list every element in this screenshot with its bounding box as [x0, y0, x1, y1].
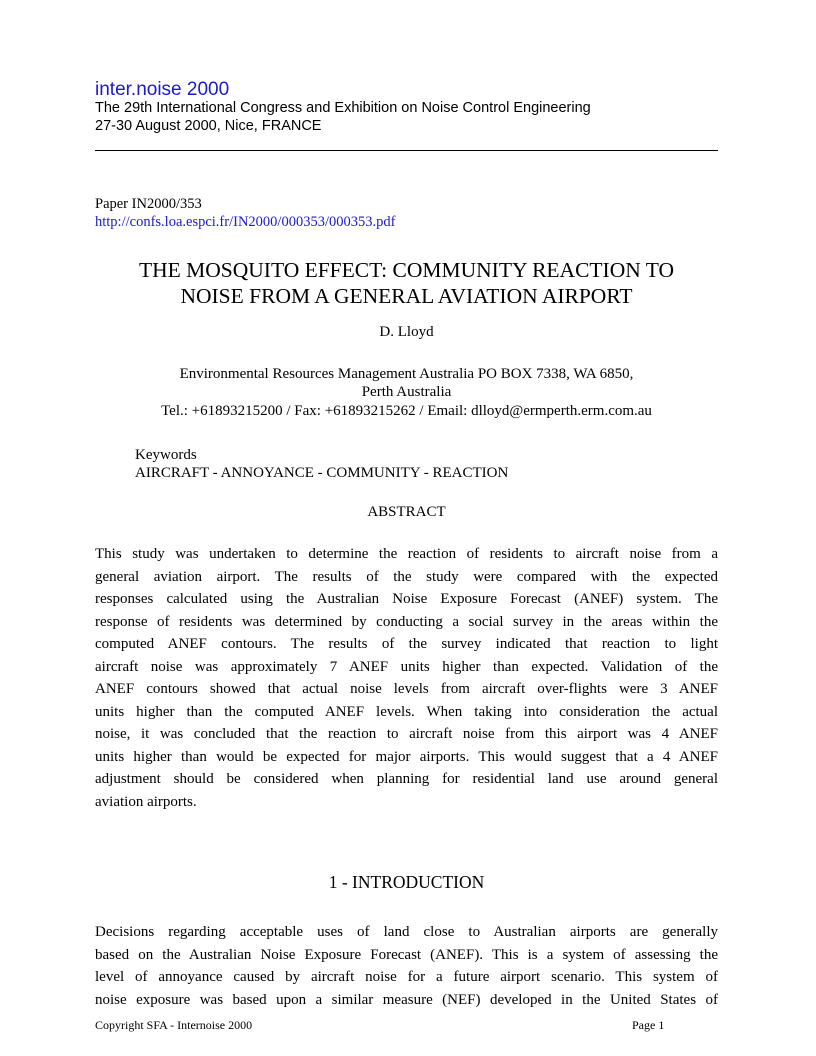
introduction-line: level of annoyance caused by aircraft noise for a future airport scenario. This system of: [95, 969, 718, 985]
abstract-line: units higher than would be expected for major airports. This would suggest that a 4 ANEF: [95, 748, 718, 765]
abstract-line: aircraft noise was approximately 7 ANEF units higher than expected. Validation of the: [95, 658, 718, 675]
paper-title-line: NOISE FROM A GENERAL AVIATION AIRPORT: [180, 284, 633, 308]
paper-url-link[interactable]: http://confs.loa.espci.fr/IN2000/000353/000353.pdf: [95, 214, 396, 230]
introduction-heading: 1 - INTRODUCTION: [328, 872, 485, 892]
abstract-line: noise, it was concluded that the reaction to aircraft noise from this airport was 4 ANEF: [95, 726, 718, 742]
keywords-list: AIRCRAFT - ANNOYANCE - COMMUNITY - REACTION: [135, 465, 509, 481]
introduction-line: noise exposure was based upon a similar measure (NEF) developed in the United States of: [95, 991, 718, 1008]
introduction-body: [95, 921, 718, 1011]
paper-id: Paper IN2000/353: [95, 196, 202, 212]
abstract-line: units higher than the computed ANEF levels. When taking into consideration the actual: [95, 703, 718, 720]
abstract-line: general aviation airport. The results of the study were compared with the expected: [95, 568, 718, 585]
header-divider: [95, 150, 718, 151]
footer-copyright: Copyright SFA - Internoise 2000: [95, 1018, 253, 1032]
paper-title: [95, 257, 718, 309]
contact-line: Tel.: +61893215200 / Fax: +61893215262 / Email: dlloyd@ermperth.erm.com.au: [161, 403, 652, 419]
conference-name: inter.noise 2000: [95, 79, 230, 100]
abstract-line: computed ANEF contours. The results of the survey indicated that reaction to light: [95, 636, 718, 652]
introduction-line: based on the Australian Noise Exposure Forecast (ANEF). This is a system of assessing the: [95, 946, 718, 963]
abstract-line: This study was undertaken to determine the reaction of residents to aircraft noise from a: [95, 546, 718, 562]
footer-page-number: Page 1: [632, 1018, 665, 1032]
affiliation-line: Perth Australia: [361, 384, 452, 400]
affiliation-line: Environmental Resources Management Australia PO BOX 7338, WA 6850,: [179, 366, 634, 382]
abstract-heading: ABSTRACT: [367, 504, 446, 520]
abstract-line: responses calculated using the Australian Noise Exposure Forecast (ANEF) system. The: [95, 591, 718, 607]
conference-dates: 27-30 August 2000, Nice, FRANCE: [95, 118, 322, 134]
conference-full-title: The 29th International Congress and Exhibition on Noise Control Engineering: [95, 100, 591, 116]
paper-page: [95, 0, 718, 1056]
abstract-line: adjustment should be considered when planning for residential land use around general: [95, 771, 718, 787]
introduction-line: Decisions regarding acceptable uses of land close to Australian airports are generally: [95, 924, 718, 940]
author: D. Lloyd: [379, 324, 434, 340]
keywords-label: Keywords: [135, 447, 197, 463]
abstract-body: [95, 543, 718, 813]
paper-title-line: THE MOSQUITO EFFECT: COMMUNITY REACTION TO: [138, 258, 675, 282]
abstract-line: response of residents was determined by conducting a social survey in the areas within the: [95, 613, 718, 630]
abstract-line: ANEF contours showed that actual noise levels from aircraft over-flights were 3 ANEF: [95, 681, 718, 697]
abstract-line: aviation airports.: [95, 793, 197, 810]
